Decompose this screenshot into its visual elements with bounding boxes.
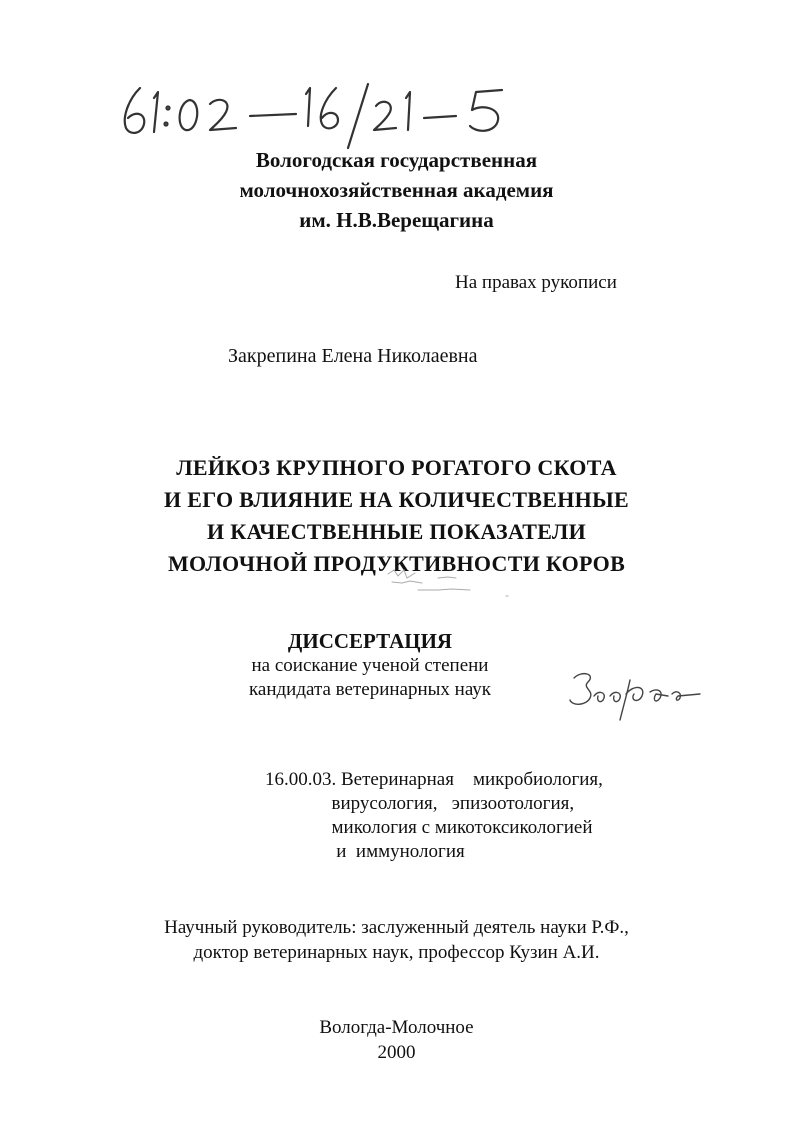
city: Вологда-Молочное — [319, 1017, 474, 1038]
signature — [560, 660, 710, 730]
institution-name — [0, 145, 793, 235]
supervisor-line: Научный руководитель: заслуженный деятель науки Р.Ф., — [164, 917, 629, 938]
dissertation-heading: ДИССЕРТАЦИЯ — [287, 629, 453, 653]
title-line: И ЕГО ВЛИЯНИЕ НА КОЛИЧЕСТВЕННЫЕ — [164, 487, 629, 512]
author-name: Закрепина Елена Николаевна — [228, 345, 478, 367]
handwritten-code — [110, 70, 530, 150]
title-line: МОЛОЧНОЙ ПРОДУКТИВНОСТИ КОРОВ — [167, 551, 626, 576]
institution-line: молочнохозяйственная академия — [239, 178, 554, 202]
place-year-block — [0, 1015, 793, 1065]
rights-note: На правах рукописи — [455, 272, 617, 293]
degree-line: кандидата ветеринарных наук — [248, 679, 492, 700]
stamp-smudge — [378, 560, 518, 600]
institution-line: Вологодская государственная — [255, 148, 538, 172]
title-line: И КАЧЕСТВЕННЫЕ ПОКАЗАТЕЛИ — [207, 519, 586, 544]
institution-line: им. Н.В.Верещагина — [299, 208, 494, 232]
specialty-block — [265, 768, 603, 864]
specialty-line: 16.00.03. Ветеринарная микробиология, — [265, 769, 603, 790]
specialty-line: микология с микотоксикологией — [265, 817, 593, 838]
supervisor-block — [0, 915, 793, 965]
specialty-line: и иммунология — [265, 841, 465, 862]
degree-line: на соискание ученой степени — [251, 655, 489, 676]
title-line: ЛЕЙКОЗ КРУПНОГО РОГАТОГО СКОТА — [176, 455, 617, 480]
year: 2000 — [377, 1042, 416, 1063]
specialty-line: вирусология, эпизоотология, — [265, 793, 575, 814]
supervisor-line: доктор ветеринарных наук, профессор Кузин А.И. — [193, 942, 600, 963]
